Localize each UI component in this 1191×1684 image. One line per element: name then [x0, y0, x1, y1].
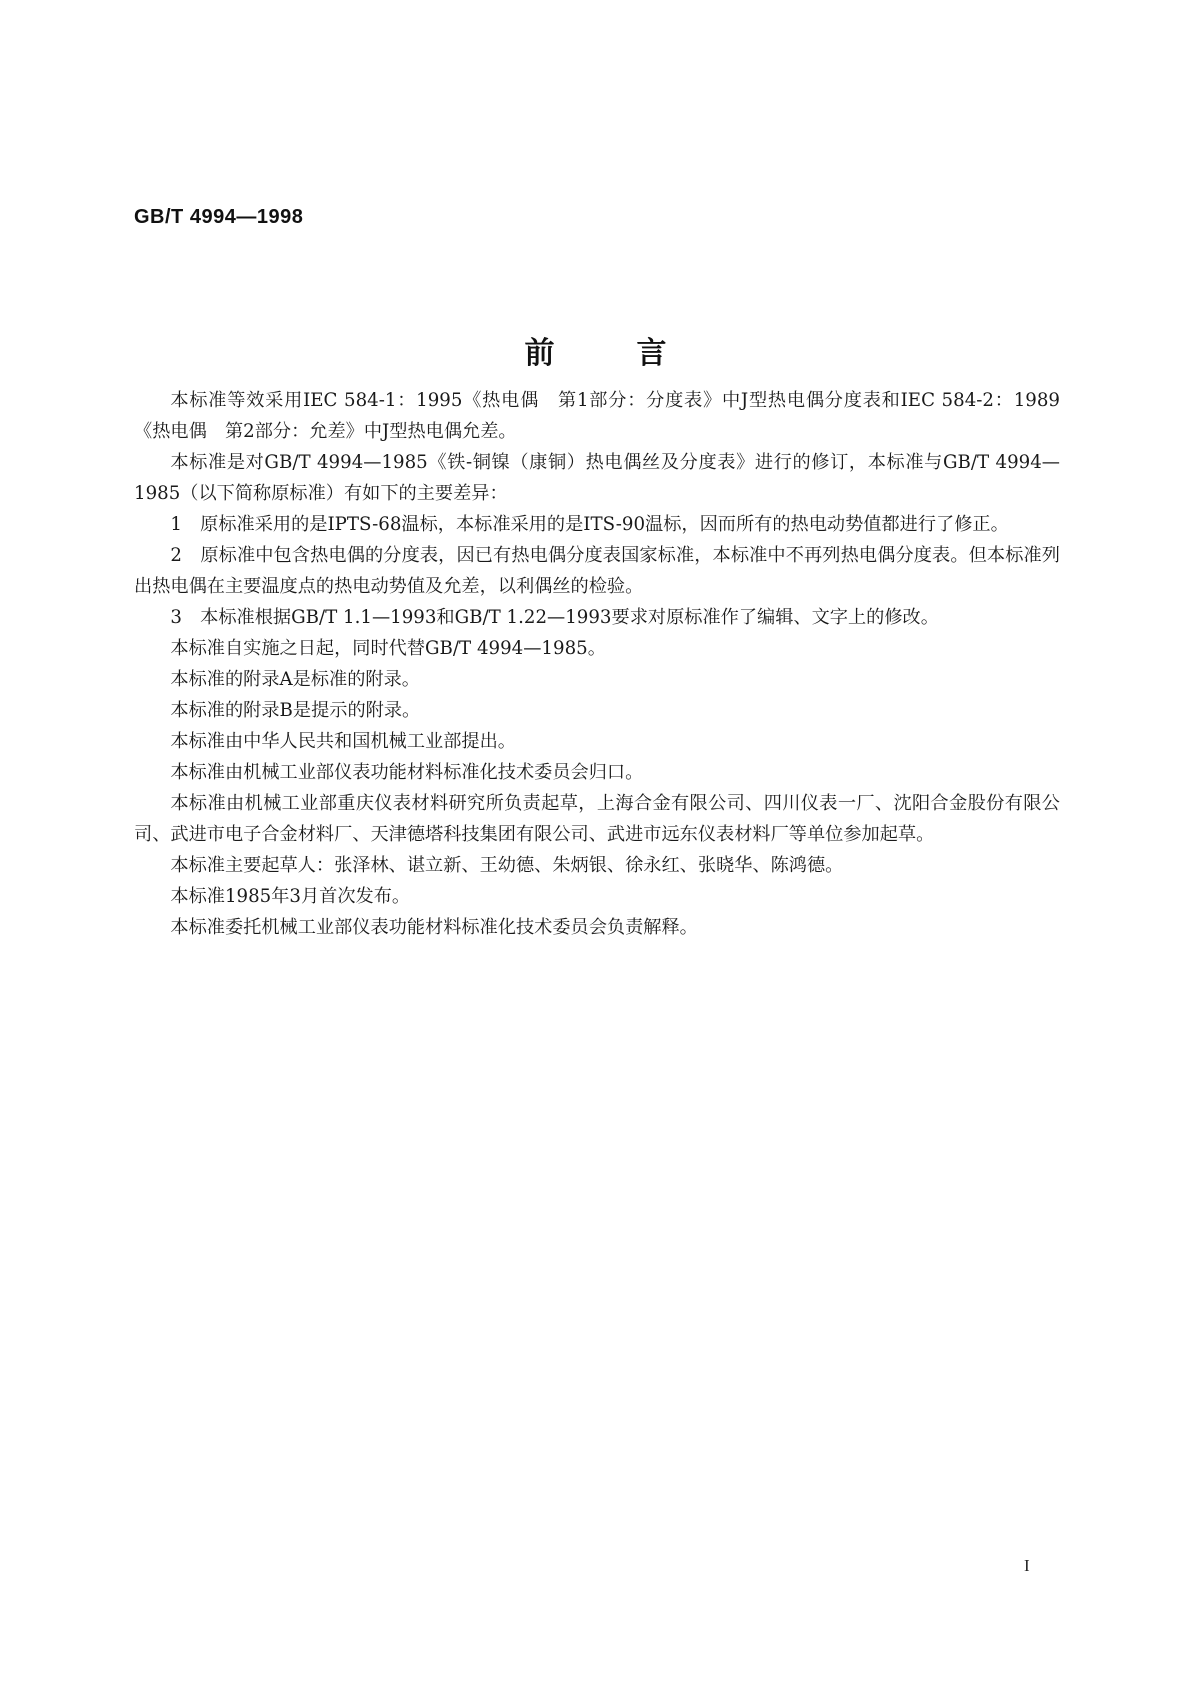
paragraph: 本标准等效采用IEC 584-1：1995《热电偶 第1部分：分度表》中J型热电偶分度表和IEC 584-2：1989《热电偶 第2部分：允差》中J型热电偶允差。 — [134, 390, 1060, 442]
paragraph: 本标准是对GB/T 4994—1985《铁-铜镍（康铜）热电偶丝及分度表》进行的修订，本标准与GB/T 4994—1985（以下简称原标准）有如下的主要差异： — [134, 452, 1060, 504]
paragraph: 1 原标准采用的是IPTS-68温标，本标准采用的是ITS-90温标，因而所有的热电动势值都进行了修正。 — [170, 514, 1009, 535]
page-number: I — [1024, 1556, 1030, 1575]
page-title: 前言 — [524, 336, 749, 371]
document-code: GB/T 4994—1998 — [134, 206, 304, 228]
paragraph: 本标准由机械工业部重庆仪表材料研究所负责起草，上海合金有限公司、四川仪表一厂、沈阳合金股份有限公司、武进市电子合金材料厂、天津德塔科技集团有限公司、武进市远东仪表材料厂等单位参加起草。 — [134, 793, 1060, 845]
paragraph: 本标准的附录A是标准的附录。 — [170, 669, 420, 690]
paragraph: 本标准的附录B是提示的附录。 — [170, 700, 421, 721]
paragraph: 本标准1985年3月首次发布。 — [170, 886, 411, 907]
paragraph: 本标准主要起草人：张泽林、谌立新、王幼德、朱炳银、徐永红、张晓华、陈鸿德。 — [170, 855, 844, 876]
paragraph: 3 本标准根据GB/T 1.1—1993和GB/T 1.22—1993要求对原标准作了编辑、文字上的修改。 — [170, 607, 939, 628]
paragraph: 本标准自实施之日起，同时代替GB/T 4994—1985。 — [170, 638, 606, 659]
paragraph: 本标准由中华人民共和国机械工业部提出。 — [170, 731, 516, 752]
paragraph: 2 原标准中包含热电偶的分度表，因已有热电偶分度表国家标准，本标准中不再列热电偶分度表。但本标准列出热电偶在主要温度点的热电动势值及允差，以利偶丝的检验。 — [134, 545, 1060, 597]
paragraph: 本标准由机械工业部仪表功能材料标准化技术委员会归口。 — [170, 762, 644, 783]
document-body — [134, 385, 1060, 943]
paragraph: 本标准委托机械工业部仪表功能材料标准化技术委员会负责解释。 — [170, 917, 698, 938]
